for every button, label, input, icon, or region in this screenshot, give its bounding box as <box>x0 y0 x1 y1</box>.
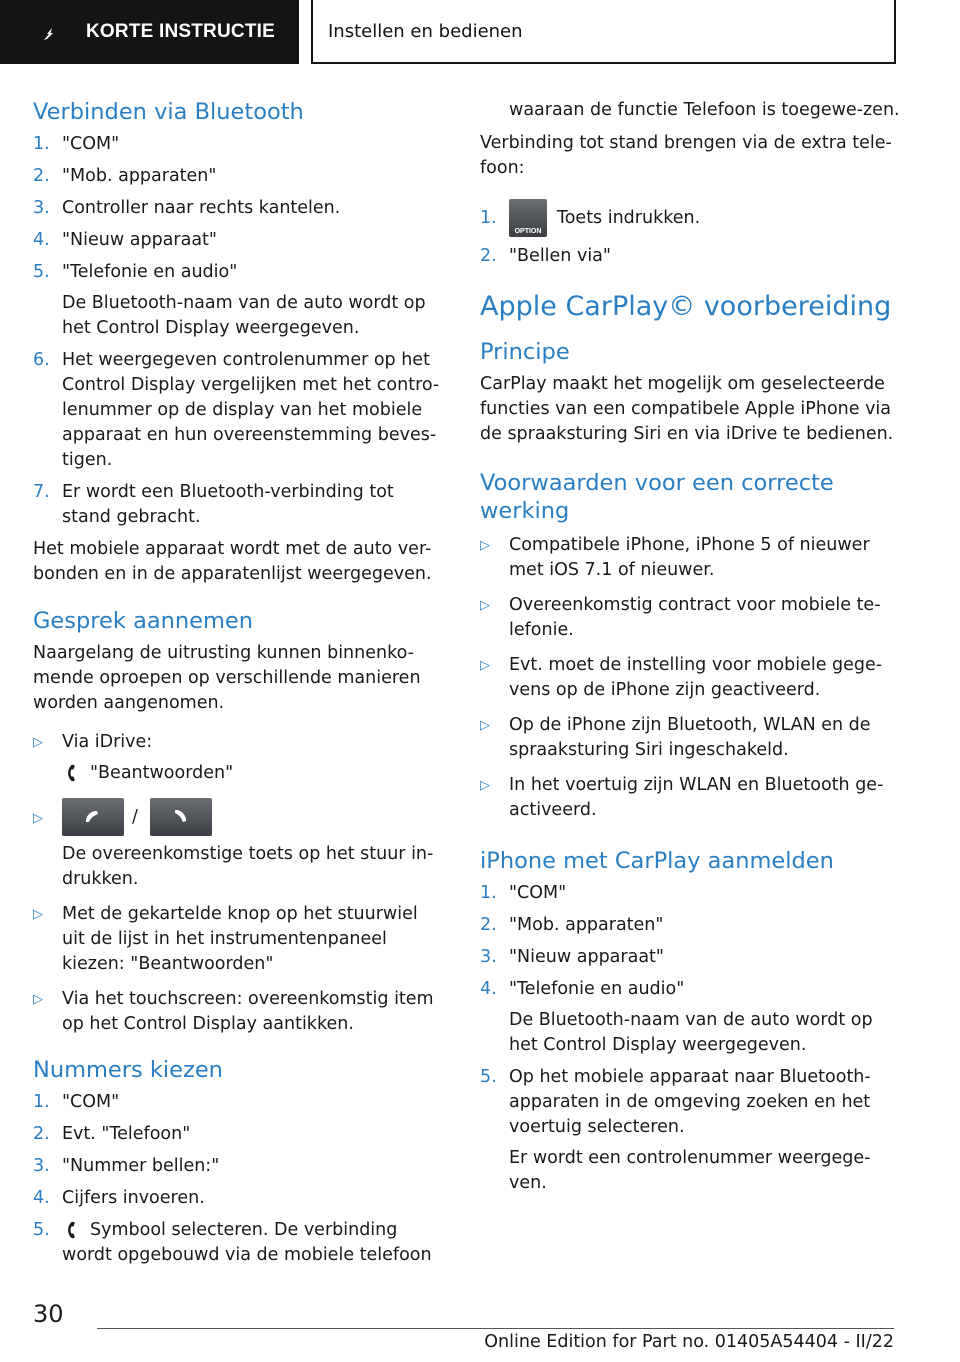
step-text: "Nieuw apparaat" <box>509 947 664 967</box>
step-text: Er wordt een Bluetooth-verbinding tot stand gebracht. <box>62 482 394 527</box>
bullet-text: Overeenkomstig contract voor mobiele te-lefonie. <box>509 595 881 640</box>
section-title-text: Instellen en bedienen <box>328 20 523 42</box>
step-number: 1. <box>33 1092 50 1112</box>
list-item <box>480 945 905 970</box>
step-number: 1. <box>480 883 497 903</box>
paragraph-continuation: waaraan de functie Telefoon is toegewe-zen. <box>509 100 900 120</box>
list-item <box>33 260 445 341</box>
bullet-marker: ▷ <box>480 538 490 553</box>
step-number: 6. <box>33 350 50 370</box>
step-number: 4. <box>33 1188 50 1208</box>
bullet-text: Met de gekartelde knop op het stuurwiel uit de lijst in het instrumentenpaneel kiezen: "Beantwoorden" <box>62 904 418 974</box>
heading-nummers: Nummers kiezen <box>33 1057 223 1083</box>
list-item <box>480 533 905 583</box>
step-text: Evt. "Telefoon" <box>62 1124 191 1144</box>
option-button <box>509 199 547 237</box>
step-text: Controller naar rechts kantelen. <box>62 198 341 218</box>
bullet-text: In het voertuig zijn WLAN en Bluetooth ge-activeerd. <box>509 775 884 820</box>
step-number: 3. <box>33 198 50 218</box>
beantwoorden-label: "Beantwoorden" <box>90 763 234 783</box>
list-item <box>33 1122 445 1147</box>
step-number: 3. <box>480 947 497 967</box>
step-text: "COM" <box>509 883 567 903</box>
paragraph: Verbinding tot stand brengen via de extra tele-foon: <box>480 133 892 178</box>
footer-divider <box>97 1328 894 1329</box>
bullet-marker: ▷ <box>480 718 490 733</box>
list-item <box>480 773 905 823</box>
step-subtext: De Bluetooth-naam van de auto wordt op het Control Display weergegeven. <box>62 293 426 338</box>
list-item <box>33 164 445 189</box>
list-item <box>33 348 445 473</box>
list-item <box>480 881 905 906</box>
step-number: 4. <box>480 979 497 999</box>
step-number: 5. <box>33 262 50 282</box>
step-number: 3. <box>33 1156 50 1176</box>
bullet-text: Evt. moet de instelling voor mobiele gege-vens op de iPhone zijn geactiveerd. <box>509 655 883 700</box>
phone-handset-icon <box>62 1220 82 1240</box>
list-item <box>480 713 905 763</box>
bullet-marker: ▷ <box>480 598 490 613</box>
step-number: 4. <box>33 230 50 250</box>
step-text: "Mob. apparaten" <box>509 915 664 935</box>
header-section-title <box>311 0 896 64</box>
list-item <box>33 1186 445 1211</box>
step-number: 2. <box>480 915 497 935</box>
list-item <box>480 199 905 237</box>
bullet-text: Compatibele iPhone, iPhone 5 of nieuwer met iOS 7.1 of nieuwer. <box>509 535 870 580</box>
step-text: Op het mobiele apparaat naar Bluetooth-apparaten in de omgeving zoeken en het voertuig selecteren. <box>509 1067 871 1137</box>
heading-gesprek: Gesprek aannemen <box>33 608 254 634</box>
list-item <box>480 593 905 643</box>
step-number: 5. <box>480 1067 497 1087</box>
list-item <box>33 902 445 977</box>
option-label: OPTION <box>514 228 542 235</box>
bullet-marker: ▷ <box>480 658 490 673</box>
paragraph: Het mobiele apparaat wordt met de auto ver-bonden en in de apparatenlijst weergegeven. <box>33 539 432 584</box>
phone-accept-button <box>62 798 124 836</box>
left-column <box>33 98 445 1275</box>
list-item <box>480 913 905 938</box>
list-item <box>33 228 445 253</box>
list-item <box>33 987 445 1037</box>
phone-accept-icon <box>82 807 104 827</box>
list-item <box>480 244 905 269</box>
spark-icon <box>42 26 58 42</box>
footer-edition: Online Edition for Part no. 01405A54404 - II/22 <box>484 1332 894 1352</box>
step-number: 2. <box>480 246 497 266</box>
header-tab-label: KORTE INSTRUCTIE <box>86 21 275 42</box>
bullet-text: Via iDrive: <box>62 732 153 752</box>
step-text: "Nieuw apparaat" <box>62 230 217 250</box>
list-item <box>480 653 905 703</box>
paragraph: CarPlay maakt het mogelijk om geselecteerde functies van een compatibele Apple iPhone via de spraaksturing Siri en via iDrive te bedienen. <box>480 374 894 444</box>
step-text: "Nummer bellen:" <box>62 1156 220 1176</box>
step-number: 7. <box>33 482 50 502</box>
list-item <box>33 132 445 157</box>
list-item <box>33 196 445 221</box>
step-text: "Telefonie en audio" <box>509 979 685 999</box>
step-text: "Telefonie en audio" <box>62 262 238 282</box>
bullet-subtext <box>62 761 445 786</box>
phone-hangup-button <box>150 798 212 836</box>
step-text: "COM" <box>62 134 120 154</box>
bullet-marker: ▷ <box>33 992 43 1007</box>
step-number: 2. <box>33 166 50 186</box>
bullet-text: Via het touchscreen: overeenkomstig item op het Control Display aantikken. <box>62 989 434 1034</box>
bullet-marker: ▷ <box>33 907 43 922</box>
bullet-marker: ▷ <box>33 811 43 826</box>
step-text: Symbool selecteren. De verbinding wordt opgebouwd via de mobiele telefoon <box>62 1220 432 1265</box>
step-text: Het weergegeven controlenummer op het Control Display vergelijken met het contro-lenummer op de display van het mobiele apparaat en hun overeenstemming beves-tigen. <box>62 350 440 470</box>
step-number: 5. <box>33 1220 50 1240</box>
list-item <box>33 480 445 530</box>
step-text: Toets indrukken. <box>557 208 701 228</box>
step-text: "Bellen via" <box>509 246 611 266</box>
list-item <box>33 1218 445 1268</box>
heading-bluetooth: Verbinden via Bluetooth <box>33 99 304 125</box>
heading-carplay: Apple CarPlay© voorbereiding <box>480 291 892 322</box>
phone-hangup-icon <box>170 807 192 827</box>
step-number: 1. <box>33 134 50 154</box>
list-item <box>480 977 905 1058</box>
bullet-subtext: De overeenkomstige toets op het stuur in-drukken. <box>62 844 434 889</box>
step-number: 2. <box>33 1124 50 1144</box>
list-item <box>33 730 445 786</box>
paragraph: Naargelang de uitrusting kunnen binnenko-mende oproepen op verschillende manieren worden aangenomen. <box>33 643 421 713</box>
step-text: "COM" <box>62 1092 120 1112</box>
step-number: 1. <box>480 208 497 228</box>
bullet-marker: ▷ <box>480 778 490 793</box>
bullet-marker: ▷ <box>33 735 43 750</box>
heading-principe: Principe <box>480 339 570 365</box>
page-number: 30 <box>33 1300 64 1328</box>
heading-voorwaarden: Voorwaarden voor een correcte werking <box>480 470 834 524</box>
list-item <box>33 798 445 892</box>
right-column <box>480 98 905 1203</box>
phone-handset-icon <box>62 763 82 783</box>
list-item <box>480 1065 905 1196</box>
step-subtext: Er wordt een controlenummer weergege-ven. <box>509 1148 871 1193</box>
step-text: Cijfers invoeren. <box>62 1188 205 1208</box>
step-subtext: De Bluetooth-naam van de auto wordt op het Control Display weergegeven. <box>509 1010 873 1055</box>
list-item <box>33 1090 445 1115</box>
bullet-text: Op de iPhone zijn Bluetooth, WLAN en de spraaksturing Siri ingeschakeld. <box>509 715 871 760</box>
step-text: "Mob. apparaten" <box>62 166 217 186</box>
list-item <box>33 1154 445 1179</box>
header-tab <box>0 0 299 64</box>
heading-aanmelden: iPhone met CarPlay aanmelden <box>480 848 834 874</box>
button-separator: / <box>132 807 138 827</box>
